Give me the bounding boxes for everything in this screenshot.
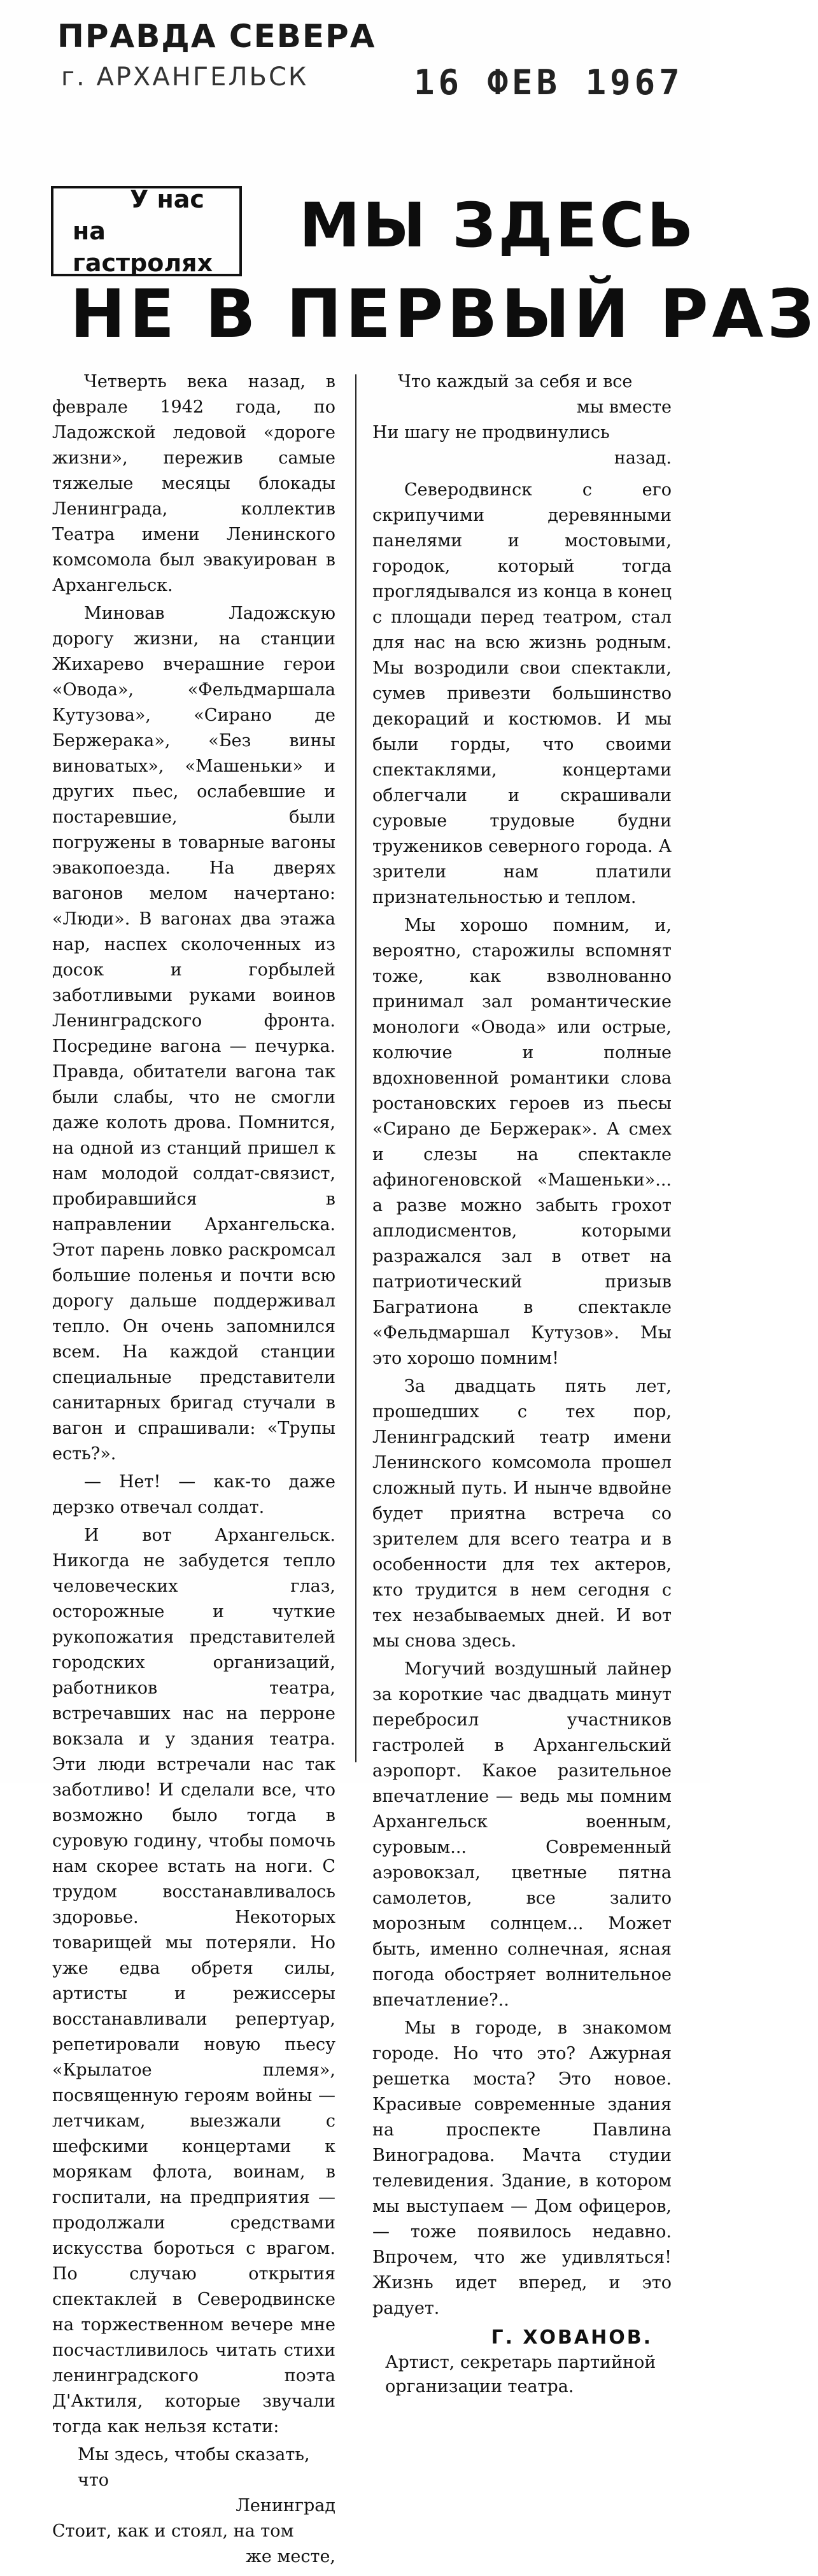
article-paragraph: Четверть века назад, в феврале 1942 года, по Ладожской ледовой «дороге жизни», пережив самые тяжелые месяцы блокады Ленинграда, коллектив Театра имени Ленинского комсомола был эвакуирован в Архангельск. xyxy=(52,372,335,595)
poem-line: Ленинград xyxy=(236,2496,335,2516)
article-paragraph: Мы хорошо помним, и, вероятно, старожилы вспомнят тоже, как взволнованно принимал зал романтические монологи «Овода» или острые, колючие и полные вдохновенной романтики слова ростановских героев из пьесы «Сирано де Бержерак». А смех и слезы на спектакле афиногеновской «Машеньки»... а разве можно забыть грохот аплодисментов, которыми разражался зал в ответ на патриотический призыв Багратиона в спектакле «Фельдмаршал Кутузов». Мы это хорошо помним! xyxy=(372,916,672,1368)
article-right-column xyxy=(372,369,672,2402)
article-paragraph: За двадцать пять лет, прошедших с тех пор, Ленинградский театр имени Ленинского комсомола прошел сложный путь. И нынче вдвойне будет приятна встреча со зрителем для всего театра и в особенности для тех актеров, кто трудится в нем сегодня с тех незабываемых дней. И вот мы снова здесь. xyxy=(372,1376,672,1651)
rubric-line-1: У нас xyxy=(130,185,204,213)
article-paragraph: — Нет! — как-то даже дерзко отвечал солдат. xyxy=(52,1472,335,1517)
poem-line: Мы здесь, чтобы сказать, что xyxy=(78,2445,310,2490)
article-paragraph: И вот Архангельск. Никогда не забудется тепло человеческих глаз, осторожные и чуткие рукопожатия представителей городских организаций, работников театра, встречавших нас на перроне вокзала и у здания театра. Эти люди встречали нас так заботливо! И сделали все, что возможно было тогда в суровую годину, чтобы помочь нам скорее встать на ноги. С трудом восстанавливалось здоровье. Некоторых товарищей мы потеряли. Но уже едва обретя силы, артисты и режиссеры восстанавливали репертуар, репетировали новую пьесу «Крылатое племя», посвященную героям войны — летчикам, выезжали с шефскими концертами к морякам флота, воинам, в госпитали, на предприятия — продолжали средствами искусства бороться с врагом. По случаю открытия спектаклей в Северодвинске на торжественном вечере мне посчастливилось читать стихи ленинградского поэта Д'Актиля, которые звучали тогда как нельзя кстати: xyxy=(52,1525,335,2437)
article-paragraph: Мы в городе, в знакомом городе. Но что это? Ажурная решетка моста? Это новое. Красивые современные здания на проспекте Павлина Виноградова. Мачта студии телевидения. Здание, в котором мы выступаем — Дом офицеров, — тоже появилось недавно. Впрочем, что же удивляться! Жизнь идет вперед, и это радует. xyxy=(372,2018,672,2318)
headline-line-1: МЫ ЗДЕСЬ xyxy=(299,190,696,261)
newspaper-city: г. АРХАНГЕЛЬСК xyxy=(61,62,309,92)
rubric-box xyxy=(51,186,242,276)
poem-line: мы вместе xyxy=(576,397,672,417)
poem-line: назад. xyxy=(614,448,672,468)
poem-line: Ни шагу не продвинулись xyxy=(372,423,610,442)
article-paragraph: Могучий воздушный лайнер за короткие час двадцать минут перебросил участников гастролей в Архангельский аэропорт. Какое разительное впечатление — ведь мы помним Архангельск военным, суровым... Современный аэровокзал, цветные пятна самолетов, все залито морозным солнцем... Может быть, именно солнечная, ясная погода обостряет волнительное впечатление?.. xyxy=(372,1659,672,2010)
poem-line: Что каждый за себя и все xyxy=(398,372,633,392)
poem-line: Стоит, как и стоял, на том xyxy=(52,2521,294,2541)
author-signature: Г. ХОВАНОВ. xyxy=(491,2326,652,2349)
poem-verse-continued xyxy=(372,369,672,471)
article-left-column xyxy=(52,369,335,2576)
author-title: Артист, секретарь партийной организации театра. xyxy=(385,2353,656,2396)
headline-line-2: НЕ В ПЕРВЫЙ РАЗ xyxy=(70,275,818,353)
article-paragraph: Северодвинск с его скрипучими деревянными панелями и мостовыми, городок, который тогда проглядывался из конца в конец с площади перед театром, стал для нас на всю жизнь родным. Мы возродили свои спектакли, сумев привезти большинство декораций и костюмов. И мы были горды, что своими спектаклями, концертами облегчали и скрашивали суровые трудовые будни тружеников северного города. А зрители нам платили признательностью и теплом. xyxy=(372,480,672,907)
poem-verse xyxy=(52,2442,335,2570)
article-paragraph: Миновав Ладожскую дорогу жизни, на станции Жихарево вчерашние герои «Овода», «Фельдмаршала Кутузова», «Сирано де Бержерака», «Без вины виноватых», «Машеньки» и других пьес, ослабевшие и постаревшие, были погружены в товарные вагоны эвакопоезда. На дверях вагонов мелом начертано: «Люди». В вагонах два этажа нар, наспех сколоченных из досок и горбылей заботливыми руками воинов Ленинградского фронта. Посредине вагона — печурка. Правда, обитатели вагона так были слабы, что не смогли даже колоть дрова. Помнится, на одной из станций пришел к нам молодой солдат-связист, пробиравшийся в направлении Архангельска. Этот парень ловко раскромсал большие поленья и почти всю дорогу дальше поддерживал тепло. Он очень запомнился всем. На каждой станции специальные представители санитарных бригад стучали в вагон и спрашивали: «Трупы есть?». xyxy=(52,604,335,1464)
masthead xyxy=(57,18,694,113)
newspaper-name: ПРАВДА СЕВЕРА xyxy=(57,18,376,55)
rubric-line-2: на гастролях xyxy=(73,217,213,277)
column-divider xyxy=(355,374,356,1762)
date-stamp: 16 ФЕВ 1967 xyxy=(414,62,684,103)
poem-line: же месте, xyxy=(246,2547,335,2566)
